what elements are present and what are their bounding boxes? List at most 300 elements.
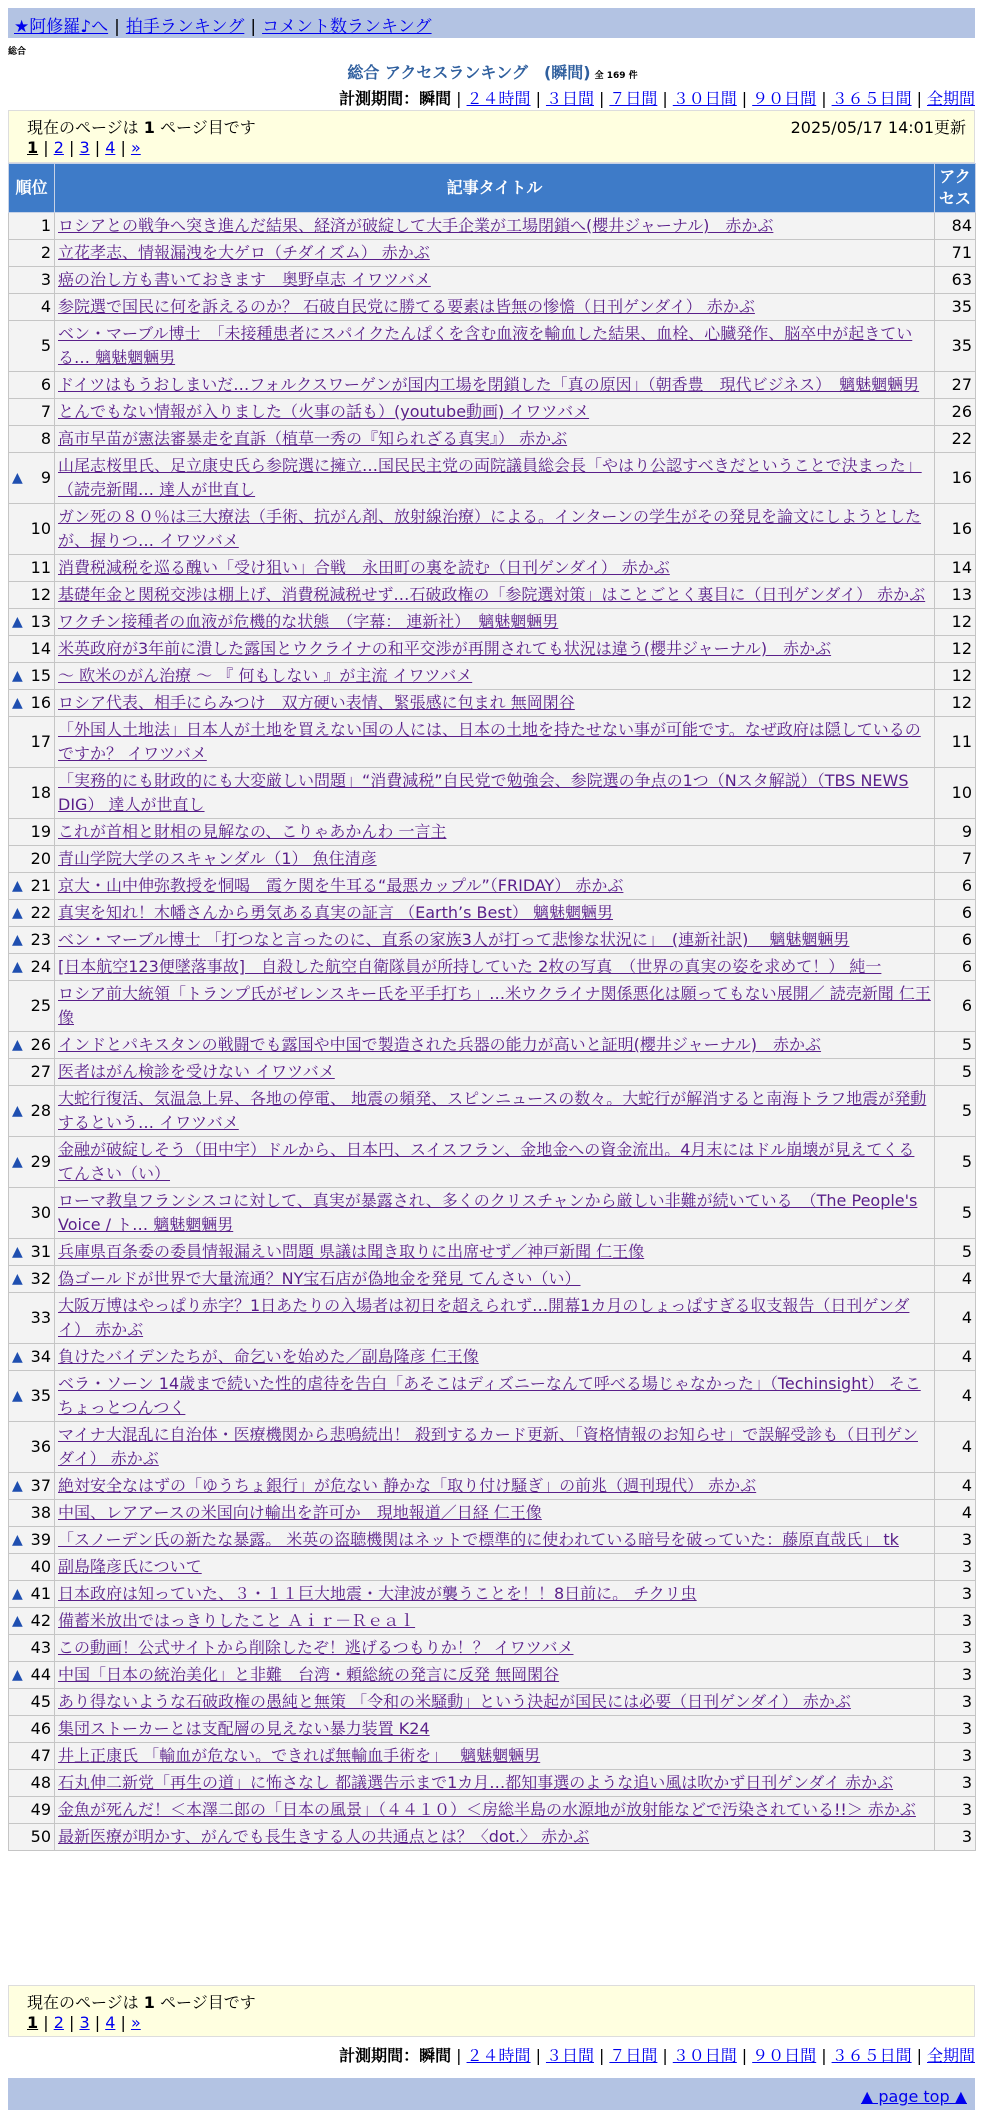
article-link[interactable]: ロシア前大統領「トランプ氏がゼレンスキー氏を平手打ち」…米ウクライナ関係悪化は願ってもない展開／ 読売新聞 仁王像 [58,984,931,1027]
page-text-before: 現在のページは [27,1993,139,2012]
rank-cell [9,1266,55,1293]
page-link[interactable]: 4 [105,138,116,157]
title-cell [55,1797,935,1824]
rank-cell [9,426,55,453]
pager-top [8,110,975,163]
access-count: 3 [935,1554,976,1581]
period-separator: | [741,2046,748,2065]
article-link[interactable]: 癌の治し方も書いておきます 奥野卓志 イワツバメ [58,270,431,289]
article-link[interactable]: 備蓄米放出ではっきりしたこと Ａｉｒ－Ｒｅａｌ [58,1611,416,1630]
rank-number: 30 [30,1203,51,1222]
rank-cell [9,768,55,819]
period-link[interactable]: ３日間 [545,2046,594,2065]
rank-up-icon: ▲ [12,959,23,975]
rank-number: 32 [30,1269,51,1288]
rank-cell [9,1188,55,1239]
rank-number: 38 [30,1503,51,1522]
table-row [9,819,976,846]
period-link[interactable]: ２４時間 [466,89,531,108]
table-row [9,873,976,900]
rank-cell [9,1473,55,1500]
period-link[interactable]: ７日間 [609,2046,658,2065]
article-link[interactable]: 日本政府は知っていた、３・１１巨大地震・大津波が襲うことを！！8日前に。 チクリ虫 [58,1584,697,1603]
rank-cell [9,1689,55,1716]
home-link[interactable]: ★阿修羅♪へ [14,17,109,37]
rank-cell [9,846,55,873]
article-link[interactable]: 井上正康氏 「輸血が危ない。できれば無輸血手術を」 魑魅魍魎男 [58,1746,541,1765]
period-selector-bottom [339,2043,975,2066]
current-page-number: 1 [143,1993,155,2012]
access-count: 3 [935,1662,976,1689]
article-link[interactable]: ドイツはもうおしまいだ…フォルクスワーゲンが国内工場を閉鎖した「真の原因」（朝香豊 現代ビジネス） 魑魅魍魎男 [58,375,920,394]
page-link[interactable]: 3 [79,138,90,157]
period-label: 計測期間： [339,2046,420,2065]
rank-number: 35 [30,1386,51,1405]
rank-up-icon: ▲ [12,1103,23,1119]
article-link[interactable]: 医者はがん検診を受けない イワツバメ [58,1062,335,1081]
access-count: 4 [935,1266,976,1293]
title-cell [55,927,935,954]
rank-cell [9,1554,55,1581]
title-cell [55,1086,935,1137]
access-count: 13 [935,582,976,609]
rank-number: 17 [30,732,51,751]
table-row [9,1527,976,1554]
page-link[interactable]: 4 [105,2013,116,2032]
rank-number: 15 [30,666,51,685]
access-count: 3 [935,1824,976,1851]
access-count: 16 [935,504,976,555]
table-row [9,768,976,819]
title-cell [55,1032,935,1059]
table-row [9,321,976,372]
article-link[interactable]: ロシアとの戦争へ突き進んだ結果、経済が破綻して大手企業が工場閉鎖へ(櫻井ジャーナル) 赤かぶ [58,216,774,235]
clap-ranking-link[interactable]: 拍手ランキング [125,17,245,37]
period-link[interactable]: ３６５日間 [831,89,912,108]
access-count: 26 [935,399,976,426]
rank-number: 24 [30,957,51,976]
article-link[interactable]: ロシア代表、相手にらみつけ 双方硬い表情、緊張感に包まれ 無岡閑谷 [58,693,575,712]
rank-number: 12 [30,585,51,604]
access-count: 84 [935,213,976,240]
table-row [9,1293,976,1344]
table-row [9,636,976,663]
page-separator: | [63,2013,80,2032]
access-count: 4 [935,1500,976,1527]
rank-number: 44 [30,1665,51,1684]
rank-up-icon: ▲ [12,1349,23,1365]
article-link[interactable]: ベラ・ソーン 14歳まで続いた性的虐待を告白「あそこはディズニーなんて呼べる場じゃなかった」（Techinsight） そこちょっとつんつく [58,1374,921,1417]
table-row [9,582,976,609]
article-link[interactable]: 青山学院大学のスキャンダル（1） 魚住清彦 [58,849,377,868]
rank-cell [9,1527,55,1554]
period-link[interactable]: ３０日間 [672,89,737,108]
title-cell [55,1137,935,1188]
title-cell [55,1344,935,1371]
rank-number: 8 [40,429,51,448]
table-row [9,1473,976,1500]
table-row [9,1086,976,1137]
rank-cell [9,582,55,609]
rank-number: 6 [40,375,51,394]
rank-cell [9,1371,55,1422]
access-count: 5 [935,1239,976,1266]
article-link[interactable]: ガン死の８０％は三大療法（手術、抗がん剤、放射線治療）による。インターンの学生がその発見を論文にしようとしたが、握りつ… イワツバメ [58,507,922,550]
table-row [9,1770,976,1797]
rank-up-icon: ▲ [12,1532,23,1548]
section-label: 総合 [8,47,27,57]
period-link[interactable]: ３０日間 [672,2046,737,2065]
rank-up-icon: ▲ [12,1037,23,1053]
article-link[interactable]: 最新医療が明かす、がんでも長生きする人の共通点とは？〈dot.〉 赤かぶ [58,1827,590,1846]
access-count: 7 [935,846,976,873]
title-cell [55,1770,935,1797]
table-row [9,1032,976,1059]
rank-up-icon: ▲ [12,1244,23,1260]
rank-number: 5 [40,336,51,355]
article-link[interactable]: 基礎年金と関税交渉は棚上げ、消費税減税せず…石破政権の「参院選対策」はことごとく裏目に（日刊ゲンダイ） 赤かぶ [58,585,926,604]
article-link[interactable]: マイナ大混乱に自治体・医療機関から悲鳴続出！ 殺到するカード更新、「資格情報のお知らせ」で誤解受診も（日刊ゲンダイ） 赤かぶ [58,1425,918,1468]
article-link[interactable]: 参院選で国民に何を訴えるのか？ 石破自民党に勝てる要素は皆無の惨憺（日刊ゲンダイ） 赤かぶ [58,297,755,316]
period-link[interactable]: ７日間 [609,89,658,108]
article-link[interactable]: 偽ゴールドが世界で大量流通？NY宝石店が偽地金を発見 てんさい（い） [58,1269,581,1288]
rank-up-icon: ▲ [12,668,23,684]
rank-cell [9,399,55,426]
rank-cell [9,1608,55,1635]
table-row [9,372,976,399]
period-link[interactable]: 全期間 [926,2046,975,2065]
period-link[interactable]: ３６５日間 [831,2046,912,2065]
rank-cell [9,372,55,399]
article-link[interactable]: 石丸伸二新党「再生の道」に怖さなし 都議選告示まで1カ月…都知事選のような追い風は吹かず日刊ゲンダイ 赤かぶ [58,1773,894,1792]
title-cell [55,321,935,372]
title-cell [55,609,935,636]
article-link[interactable]: 中国「日本の統治美化」と非難 台湾・頼総統の発言に反発 無岡閑谷 [58,1665,560,1684]
article-link[interactable]: 中国、レアアースの米国向け輸出を許可か 現地報道／日経 仁王像 [58,1503,542,1522]
next-page-link[interactable]: » [130,138,141,157]
period-separator: | [598,2046,605,2065]
rank-cell [9,555,55,582]
table-row [9,846,976,873]
article-link[interactable]: この動画！公式サイトから削除したぞ！逃げるつもりか！？ イワツバメ [58,1638,574,1657]
table-row [9,954,976,981]
access-count: 5 [935,1059,976,1086]
access-count: 11 [935,717,976,768]
title-cell [55,399,935,426]
table-row [9,1422,976,1473]
article-link[interactable]: ワクチン接種者の血液が危機的な状態 （字幕： 連新社） 魑魅魍魎男 [58,612,559,631]
bottom-bar [8,2078,975,2110]
title-cell [55,768,935,819]
rank-cell [9,819,55,846]
rank-number: 29 [30,1152,51,1171]
rank-number: 20 [30,849,51,868]
title-cell [55,1824,935,1851]
page-link[interactable]: 3 [79,2013,90,2032]
table-row [9,1662,976,1689]
article-link[interactable]: とんでもない情報が入りました（火事の話も）(youtube動画) イワツバメ [58,402,590,421]
rank-number: 31 [30,1242,51,1261]
table-row [9,1797,976,1824]
top-nav [8,8,975,38]
rank-number: 11 [30,558,51,577]
access-count: 6 [935,873,976,900]
rank-cell [9,1662,55,1689]
period-link[interactable]: 全期間 [926,89,975,108]
access-count: 3 [935,1716,976,1743]
page-top-link[interactable]: ▲ page top ▲ [860,2087,967,2106]
article-link[interactable]: 立花孝志、情報漏洩を大ゲロ（チダイズム） 赤かぶ [58,243,430,262]
pagination [27,138,141,157]
rank-cell [9,504,55,555]
ranking-body [9,213,976,1851]
article-link[interactable]: ベン・マーブル博士 「未接種患者にスパイクたんぱくを含む血液を輸血した結果、血栓、心臓発作、脳卒中が起きている… 魑魅魍魎男 [58,324,913,367]
title-cell [55,636,935,663]
table-row [9,1608,976,1635]
rank-cell [9,900,55,927]
period-selector [339,86,975,109]
article-link[interactable]: 高市早苗が憲法審暴走を直訴（植草一秀の『知られざる真実』） 赤かぶ [58,429,568,448]
rank-cell [9,1422,55,1473]
rank-number: 40 [30,1557,51,1576]
table-row [9,663,976,690]
access-count: 3 [935,1743,976,1770]
article-link[interactable]: これが首相と財相の見解なの、こりゃあかんわ 一言主 [58,822,447,841]
rank-number: 50 [30,1827,51,1846]
article-link[interactable]: ローマ教皇フランシスコに対して、真実が暴露され、多くのクリスチャンから厳しい非難が続いている （The People's Voice / ト… 魑魅魍魎男 [58,1191,918,1234]
next-page-link[interactable]: » [130,2013,141,2032]
rank-number: 21 [30,876,51,895]
access-count: 63 [935,267,976,294]
page-separator: | [38,138,54,157]
updated-timestamp: 2025/05/17 14:01更新 [790,118,966,137]
article-link[interactable]: 「実務的にも財政的にも大変厳しい問題」“消費減税”自民党で勉強会、参院選の争点の1つ（Nスタ解説）（TBS NEWS DIG） 達人が世直し [58,771,909,814]
page-text-after: ページ目です [160,1993,256,2012]
rank-cell [9,1344,55,1371]
article-link[interactable]: 米英政府が3年前に潰した露国とウクライナの和平交渉が再開されても状況は違う(櫻井ジャーナル) 赤かぶ [58,639,832,658]
access-count: 3 [935,1527,976,1554]
page-separator: | [89,138,106,157]
title-cell [55,663,935,690]
rank-number: 41 [30,1584,51,1603]
title-cell [55,1716,935,1743]
table-row [9,504,976,555]
article-link[interactable]: 「スノーデン氏の新たな暴露。 米英の盗聴機関はネットで標準的に使われている暗号を破っていた：藤原直哉氏」 tk [58,1530,899,1549]
rank-number: 48 [30,1773,51,1792]
period-link[interactable]: ９０日間 [752,89,817,108]
title-cell [55,1689,935,1716]
page-link[interactable]: 2 [53,138,64,157]
page-link[interactable]: 2 [53,2013,64,2032]
table-row [9,1743,976,1770]
rank-number: 19 [30,822,51,841]
title-cell [55,1239,935,1266]
nav-separator: | [114,17,120,37]
access-count: 16 [935,453,976,504]
period-separator: | [916,2046,922,2065]
title-cell [55,690,935,717]
access-count: 3 [935,1635,976,1662]
current-page-text [27,1990,256,2013]
rank-number: 22 [30,903,51,922]
article-link[interactable]: 消費税減税を巡る醜い「受け狙い」合戦 永田町の裏を読む（日刊ゲンダイ） 赤かぶ [58,558,670,577]
article-link[interactable]: 真実を知れ！木幡さんから勇気ある真実の証言 （Earth’s Best） 魑魅魍魎男 [58,903,614,922]
title-cell [55,1581,935,1608]
current-page-number: 1 [143,118,155,137]
period-separator: | [741,89,748,108]
title-cell [55,1743,935,1770]
title-cell [55,1527,935,1554]
table-row [9,1824,976,1851]
rank-cell [9,636,55,663]
access-count: 6 [935,900,976,927]
rank-number: 13 [30,612,51,631]
page-separator: | [63,138,80,157]
access-count: 5 [935,1188,976,1239]
title-cell [55,213,935,240]
rank-cell [9,1059,55,1086]
article-link[interactable]: [日本航空123便墜落事故] 自殺した航空自衛隊員が所持していた 2枚の写真 （世界の真実の姿を求めて！） 純一 [58,957,882,976]
table-row [9,426,976,453]
table-row [9,1581,976,1608]
table-row [9,900,976,927]
rank-number: 27 [30,1062,51,1081]
access-count: 10 [935,768,976,819]
period-separator: | [662,2046,668,2065]
access-count: 4 [935,1344,976,1371]
rank-up-icon: ▲ [12,1667,23,1683]
title-cell [55,900,935,927]
page-current: 1 [27,138,39,157]
table-row [9,927,976,954]
article-link[interactable]: 「外国人土地法」日本人が土地を買えない国の人には、日本の土地を持たせない事が可能です。なぜ政府は隠しているのですか？ イワツバメ [58,720,921,763]
article-link[interactable]: 京大・山中伸弥教授を恫喝 霞ケ関を牛耳る“最悪カップル”（FRIDAY） 赤かぶ [58,876,624,895]
table-row [9,1266,976,1293]
page-text-after: ページ目です [160,118,256,137]
table-row [9,690,976,717]
period-link[interactable]: ９０日間 [752,2046,817,2065]
table-header-row [9,164,976,213]
access-count: 5 [935,1086,976,1137]
title-cell [55,1635,935,1662]
page-title: 総合 アクセスランキング (瞬間) [347,63,591,82]
rank-up-icon: ▲ [12,905,23,921]
access-column-header: アクセス [935,164,976,213]
table-row [9,1344,976,1371]
access-count: 14 [935,555,976,582]
table-row [9,717,976,768]
table-row [9,1554,976,1581]
period-separator: | [916,89,922,108]
rank-number: 1 [40,216,51,235]
page-separator: | [38,2013,54,2032]
rank-cell [9,981,55,1032]
title-cell [55,453,935,504]
article-link[interactable]: 絶対安全なはずの「ゆうちょ銀行」が危ない 静かな「取り付け騒ぎ」の前兆（週刊現代） 赤かぶ [58,1476,757,1495]
article-link[interactable]: 金魚が死んだ！＜本澤二郎の「日本の風景」（４４１０）＜房総半島の水源地が放射能などで汚染されている!!＞ 赤かぶ [58,1800,916,1819]
rank-cell [9,1824,55,1851]
access-count: 3 [935,1608,976,1635]
access-count: 5 [935,1137,976,1188]
rank-column-header: 順位 [9,164,55,213]
article-link[interactable]: あり得ないような石破政権の愚純と無策 「令和の米騒動」という決起が国民には必要（日刊ゲンダイ） 赤かぶ [58,1692,851,1711]
rank-cell [9,294,55,321]
article-link[interactable]: 集団ストーカーとは支配層の見えない暴力装置 K24 [58,1719,430,1738]
rank-cell [9,1137,55,1188]
rank-number: 25 [30,996,51,1015]
period-label: 計測期間： [339,89,420,108]
title-cell [55,1473,935,1500]
article-link[interactable]: 副島隆彦氏について [58,1557,202,1576]
rank-number: 33 [30,1308,51,1327]
article-link[interactable]: 大阪万博はやっぱり赤字？1日あたりの入場者は初日を超えられず…開幕1カ月のしょっぱすぎる収支報告（日刊ゲンダイ） 赤かぶ [58,1296,910,1339]
rank-cell [9,1635,55,1662]
title-cell [55,846,935,873]
table-row [9,213,976,240]
rank-cell [9,213,55,240]
title-cell [55,1662,935,1689]
rank-number: 34 [30,1347,51,1366]
rank-number: 28 [30,1101,51,1120]
rank-cell [9,609,55,636]
rank-cell [9,1086,55,1137]
table-row [9,555,976,582]
period-separator: | [821,2046,827,2065]
access-count: 71 [935,240,976,267]
access-count: 12 [935,636,976,663]
rank-up-icon: ▲ [12,878,23,894]
rank-up-icon: ▲ [12,1613,23,1629]
article-link[interactable]: 金融が破綻しそう（田中宇）ドルから、日本円、スイスフラン、金地金への資金流出。4月末にはドル崩壊が見えてくる てんさい（い） [58,1140,915,1183]
title-cell [55,1293,935,1344]
title-cell [55,1554,935,1581]
pagination [27,2013,141,2032]
table-row [9,1371,976,1422]
article-link[interactable]: 山尾志桜里氏、足立康史氏ら参院選に擁立…国民民主党の両院議員総会長「やはり公認すべきだということで決まった」（読売新聞… 達人が世直し [58,456,922,499]
rank-number: 42 [30,1611,51,1630]
access-count: 6 [935,981,976,1032]
article-link[interactable]: 負けたバイデンたちが、命乞いを始めた／副島隆彦 仁王像 [58,1347,479,1366]
pager-bottom [8,1985,975,2037]
access-count: 3 [935,1689,976,1716]
title-cell [55,372,935,399]
table-row [9,1137,976,1188]
rank-up-icon: ▲ [12,1478,23,1494]
table-row [9,981,976,1032]
access-count: 12 [935,690,976,717]
rank-number: 3 [40,270,51,289]
article-link[interactable]: ～ 欧米のがん治療 ～ 『 何もしない 』が主流 イワツバメ [58,666,473,685]
comment-ranking-link[interactable]: コメント数ランキング [262,17,432,37]
rank-up-icon: ▲ [12,1154,23,1170]
rank-number: 47 [30,1746,51,1765]
access-count: 3 [935,1770,976,1797]
article-link[interactable]: 兵庫県百条委の委員情報漏えい問題 県議は聞き取りに出席せず／神戸新聞 仁王像 [58,1242,645,1261]
rank-number: 45 [30,1692,51,1711]
article-link[interactable]: ベン・マーブル博士 「打つなと言ったのに、直系の家族3人が打って悲惨な状況に」 (連新社訳) 魑魅魍魎男 [58,930,850,949]
rank-cell [9,954,55,981]
rank-number: 26 [30,1035,51,1054]
rank-up-icon: ▲ [12,1271,23,1287]
article-link[interactable]: インドとパキスタンの戦闘でも露国や中国で製造された兵器の能力が高いと証明(櫻井ジャーナル) 赤かぶ [58,1035,822,1054]
article-link[interactable]: 大蛇行復活、気温急上昇、各地の停電、 地震の頻発、スピンニュースの数々。大蛇行が解消すると南海トラフ地震が発動するという… イワツバメ [58,1089,927,1132]
title-cell [55,981,935,1032]
period-separator: | [535,2046,541,2065]
access-count: 4 [935,1371,976,1422]
period-link[interactable]: ２４時間 [466,2046,531,2065]
period-link[interactable]: ３日間 [545,89,594,108]
rank-up-icon: ▲ [12,1586,23,1602]
